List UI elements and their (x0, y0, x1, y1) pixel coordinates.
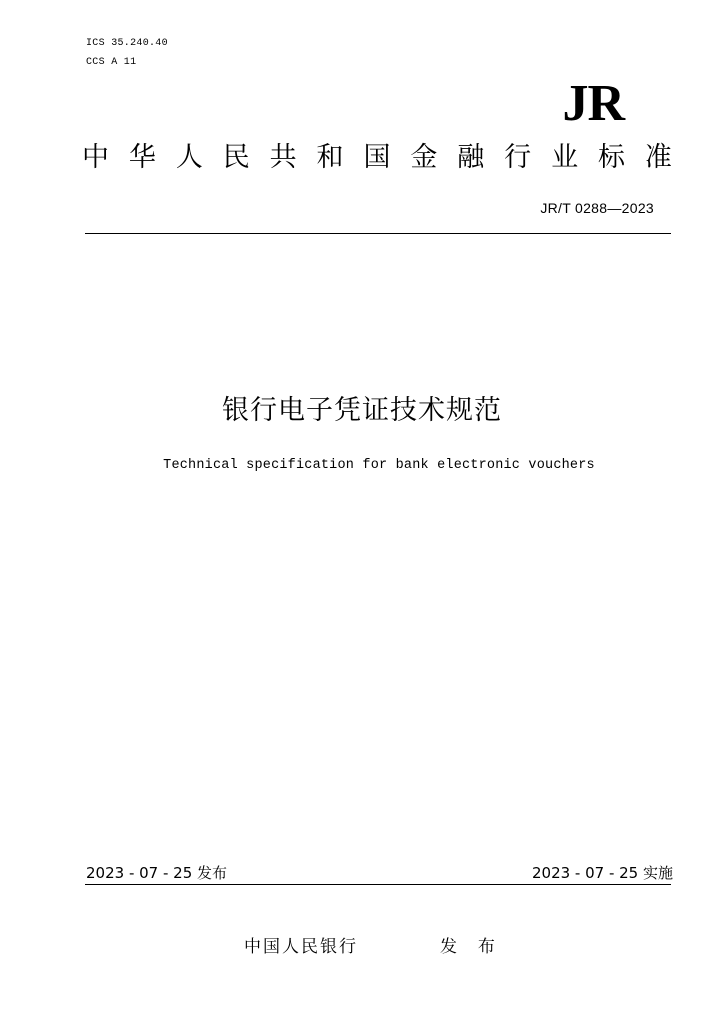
standard-type-char: 民 (222, 142, 250, 173)
document-title-en: Technical specification for bank electronic vouchers (163, 458, 595, 473)
standard-type-char: 国 (363, 142, 391, 173)
standard-type-char: 金 (410, 142, 438, 173)
standard-type-char: 行 (504, 142, 532, 173)
standard-type-char: 准 (644, 142, 672, 173)
standard-type-char: 华 (128, 142, 156, 173)
ccs-code: CCS A 11 (86, 57, 137, 68)
standard-type-char: 标 (597, 142, 625, 173)
standard-type-char: 和 (316, 142, 344, 173)
standard-type-char: 中 (82, 142, 109, 173)
bottom-divider (85, 884, 671, 885)
standard-type-char: 人 (175, 142, 203, 173)
issue-date: 2023 - 07 - 25 发布 (86, 864, 228, 882)
ics-code: ICS 35.240.40 (86, 38, 168, 49)
publish-label-char: 布 (477, 937, 495, 957)
standard-type-char: 业 (551, 142, 579, 173)
standard-type-char: 融 (457, 142, 485, 173)
standard-type-title (82, 142, 672, 174)
publisher-name: 中国人民银行 (244, 937, 358, 957)
jr-logo: JR (562, 75, 624, 132)
top-divider (85, 233, 671, 234)
publish-label-char: 发 (440, 937, 457, 957)
standard-code: JR/T 0288—2023 (540, 200, 654, 216)
standard-type-char: 共 (269, 142, 297, 173)
publish-label (440, 936, 495, 958)
implementation-date: 2023 - 07 - 25 实施 (531, 864, 673, 882)
document-title-cn: 银行电子凭证技术规范 (222, 395, 502, 426)
